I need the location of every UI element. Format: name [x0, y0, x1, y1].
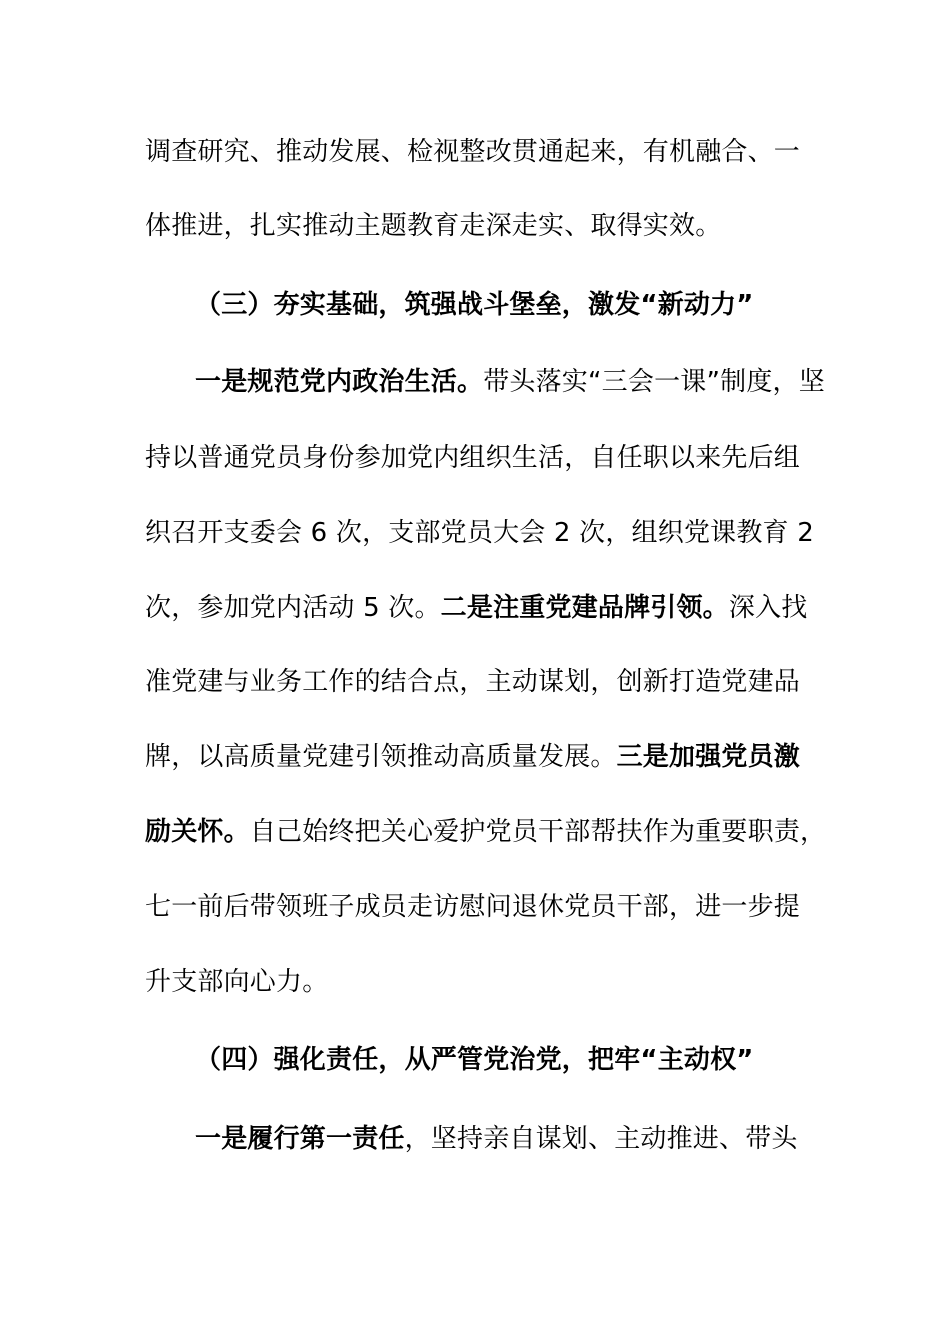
paragraph-line [195, 1119, 885, 1159]
bold-lead-text: 三是加强党员激 [616, 742, 801, 772]
text-run: 次，参加党内活动 5 次。 [145, 593, 441, 623]
paragraph-line [145, 962, 835, 1002]
paragraph-line [145, 812, 835, 852]
text-run: 七一前后带领班子成员走访慰问退休党员干部，进一步提 [145, 892, 801, 922]
text-run: 调查研究、推动发展、检视整改贯通起来，有机融合、一 [145, 137, 801, 167]
heading-text: （四）强化责任，从严管党治党，把牢“主动权” [195, 1045, 754, 1075]
paragraph-line [195, 362, 885, 402]
paragraph-line [145, 737, 835, 777]
section-heading-3 [195, 285, 795, 325]
bold-lead-text: 励关怀。 [145, 817, 250, 847]
text-run: 持以普通党员身份参加党内组织生活，自任职以来先后组 [145, 443, 801, 473]
paragraph-line [145, 662, 835, 702]
bold-lead-text: 一是履行第一责任 [195, 1124, 405, 1154]
text-run: 升支部向心力。 [145, 967, 329, 997]
paragraph-line [145, 887, 835, 927]
text-run: 自己始终把关心爱护党员干部帮扶作为重要职责， [249, 817, 827, 847]
section-heading-4 [195, 1040, 795, 1080]
text-run: 准党建与业务工作的结合点，主动谋划，创新打造党建品 [145, 667, 801, 697]
paragraph-line [145, 513, 835, 553]
paragraph-line [145, 206, 835, 246]
paragraph-line [145, 588, 835, 628]
bold-lead-text: 二是注重党建品牌引领。 [440, 593, 729, 623]
text-run: 体推进，扎实推动主题教育走深走实、取得实效。 [145, 211, 722, 241]
paragraph-line [145, 132, 835, 172]
heading-text: （三）夯实基础，筑强战斗堡垒，激发“新动力” [195, 290, 754, 320]
text-run: 带头落实“三会一课”制度，坚 [483, 367, 825, 397]
paragraph-line [145, 438, 835, 478]
text-run: 织召开支委会 6 次，支部党员大会 2 次，组织党课教育 2 [145, 518, 814, 548]
bold-lead-text: 一是规范党内政治生活。 [195, 367, 484, 397]
text-run: ，坚持亲自谋划、主动推进、带头 [404, 1124, 798, 1154]
text-run: 深入找 [728, 593, 808, 623]
text-run: 牌，以高质量党建引领推动高质量发展。 [145, 742, 617, 772]
